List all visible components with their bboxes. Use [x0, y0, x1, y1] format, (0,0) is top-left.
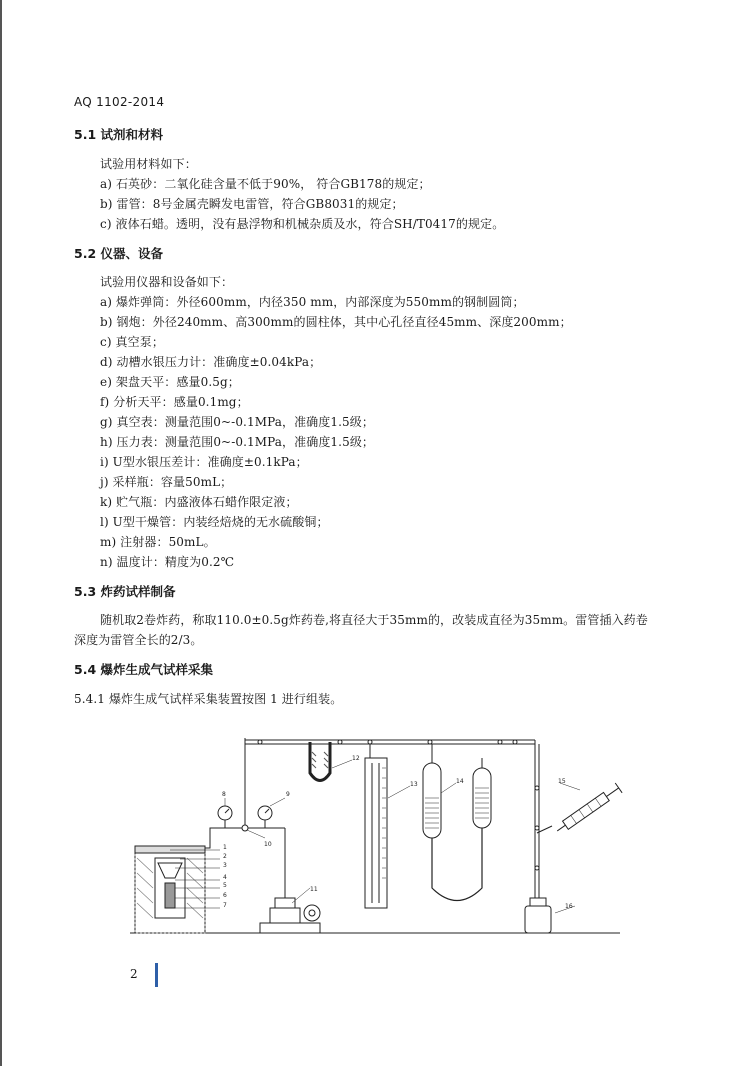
label-1: 1 [223, 844, 227, 851]
mercury-manometer [365, 744, 387, 908]
s541-text: 5.4.1 爆炸生成气试样采集装置按图 1 进行组装。 [74, 692, 343, 706]
s52-item-e: e) 架盘天平：感量0.5g； [100, 375, 240, 389]
s52-item-c: c) 真空泵； [100, 335, 164, 349]
u-drying-tube [310, 742, 330, 781]
label-11: 11 [310, 886, 318, 893]
page-number: 2 [130, 967, 138, 981]
document-code: AQ 1102-2014 [74, 95, 165, 109]
page-edge-line [0, 0, 2, 1066]
gas-storage-bottles [423, 744, 491, 901]
s52-intro: 试验用仪器和设备如下： [100, 275, 234, 289]
s52-item-f: f) 分析天平：感量0.1mg； [100, 395, 249, 409]
s52-item-m: m) 注射器：50mL。 [100, 535, 216, 549]
s53-paragraph-line1: 随机取2卷炸药，称取110.0±0.5g炸药卷,将直径大于35mm的，改装成直径为35mm。雷管插入药卷 [100, 613, 648, 627]
s52-item-j: j) 采样瓶：容量50mL； [100, 475, 233, 489]
label-3: 3 [223, 862, 227, 869]
s52-item-k: k) 贮气瓶：内盛液体石蜡作限定液； [100, 495, 298, 509]
explosion-bomb [135, 846, 220, 933]
s52-item-i: i) U型水银压差计：准确度±0.1kPa； [100, 455, 308, 469]
s51-item-b: b) 雷管：8号金属壳瞬发电雷管，符合GB8031的规定； [100, 197, 404, 211]
label-2: 2 [223, 853, 227, 860]
s52-item-a: a) 爆炸弹筒：外径600mm，内径350 mm，内部深度为550mm的钢制圆筒； [100, 295, 525, 309]
s52-item-h: h) 压力表：测量范围0~-0.1MPa，准确度1.5级； [100, 435, 375, 449]
s52-item-d: d) 动槽水银压力计：准确度±0.04kPa； [100, 355, 322, 369]
label-5: 5 [223, 882, 227, 889]
sampling-bottle [525, 898, 551, 933]
section-5-2-heading: 5.2 仪器、设备 [74, 246, 163, 261]
page-number-bar [155, 963, 158, 987]
label-7: 7 [223, 902, 227, 909]
label-8: 8 [222, 791, 226, 798]
label-4: 4 [223, 874, 227, 881]
section-5-3-heading: 5.3 炸药试样制备 [74, 584, 176, 599]
apparatus-diagram [120, 728, 640, 940]
label-12: 12 [352, 755, 360, 762]
label-10: 10 [264, 841, 272, 848]
s51-item-a: a) 石英砂：二氧化硅含量不低于90%， 符合GB178的规定； [100, 177, 431, 191]
label-15: 15 [558, 778, 566, 785]
s51-item-c: c) 液体石蜡。透明，没有悬浮物和机械杂质及水，符合SH/T0417的规定。 [100, 217, 505, 231]
label-14: 14 [456, 778, 464, 785]
vacuum-pump [260, 888, 320, 933]
section-5-1-heading: 5.1 试剂和材料 [74, 127, 163, 142]
section-5-4-heading: 5.4 爆炸生成气试样采集 [74, 662, 213, 677]
s53-paragraph-line2: 深度为雷管全长的2/3。 [74, 633, 203, 647]
s51-intro: 试验用材料如下： [100, 157, 197, 171]
s52-item-l: l) U型干燥管：内装经焙烧的无水硫酸铜； [100, 515, 329, 529]
label-6: 6 [223, 892, 227, 899]
label-16: 16 [565, 903, 573, 910]
s52-item-b: b) 钢炮：外径240mm、高300mm的圆柱体，其中心孔径直径45mm、深度200mm； [100, 315, 572, 329]
s52-item-n: n) 温度计：精度为0.2℃ [100, 555, 235, 569]
s52-item-g: g) 真空表：测量范围0~-0.1MPa，准确度1.5级； [100, 415, 374, 429]
label-9: 9 [286, 791, 290, 798]
syringe [537, 783, 622, 836]
label-13: 13 [410, 781, 418, 788]
